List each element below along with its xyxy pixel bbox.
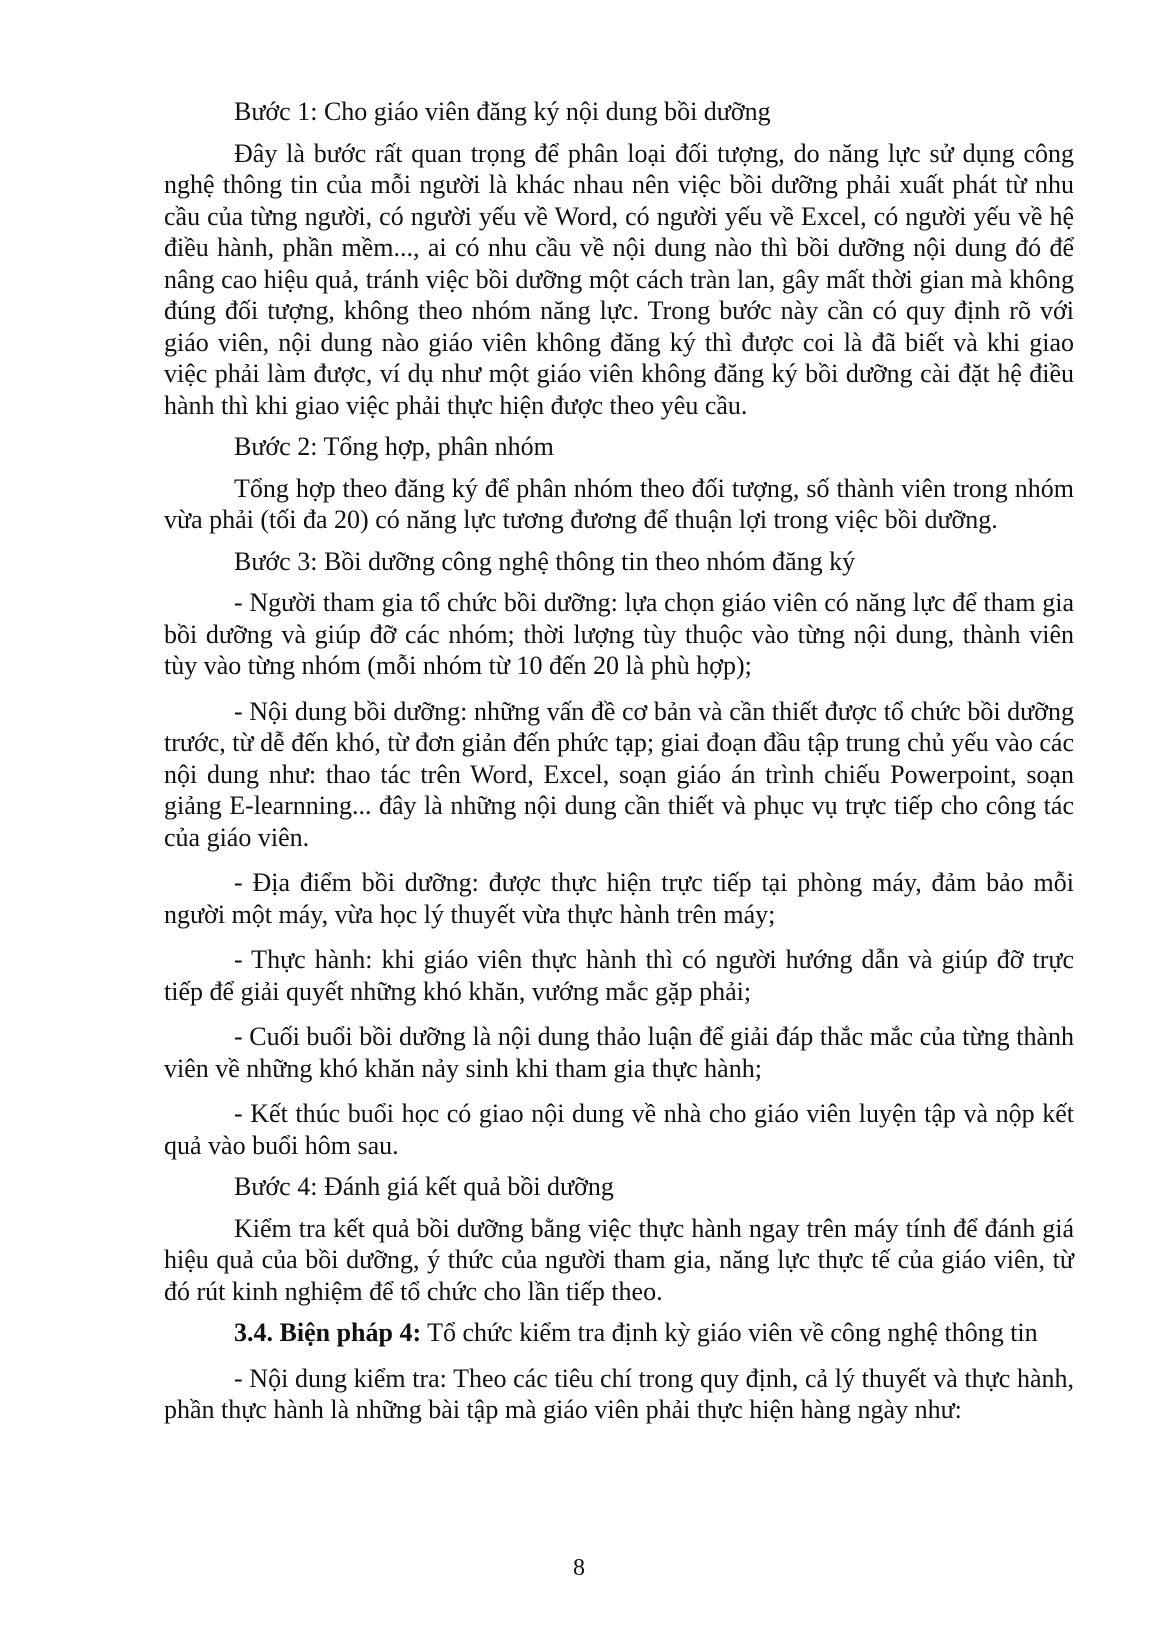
measure4-item: - Nội dung kiểm tra: Theo các tiêu chí trong quy định, cả lý thuyết và thực hành, phần thực hành là những bài tập mà giáo viên phải thực hiện hàng ngày như: — [164, 1363, 1074, 1424]
step1-title: Bước 1: Cho giáo viên đăng ký nội dung bồi dưỡng — [234, 97, 771, 126]
step3-item: - Kết thúc buổi học có giao nội dung về nhà cho giáo viên luyện tập và nộp kết quả vào buổi hôm sau. — [164, 1099, 1074, 1160]
step4-title: Bước 4: Đánh giá kết quả bồi dưỡng — [234, 1172, 614, 1201]
measure4-heading — [164, 1317, 1074, 1349]
step3-item: - Cuối buổi bồi dưỡng là nội dung thảo luận để giải đáp thắc mắc của từng thành viên về những khó khăn nảy sinh khi tham gia thực hành; — [164, 1022, 1074, 1083]
step3-item: - Địa điểm bồi dưỡng: được thực hiện trực tiếp tại phòng máy, đảm bảo mỗi người một máy, vừa học lý thuyết vừa thực hành trên máy; — [164, 868, 1074, 929]
step4-body: Kiểm tra kết quả bồi dưỡng bằng việc thực hành ngay trên máy tính để đánh giá hiệu quả của bồi dưỡng, ý thức của người tham gia, năng lực thực tế của giáo viên, từ đó rút kinh nghiệm để tổ chức cho lần tiếp theo. — [164, 1213, 1074, 1306]
step3-title: Bước 3: Bồi dưỡng công nghệ thông tin theo nhóm đăng ký — [234, 546, 856, 576]
step2-title: Bước 2: Tổng hợp, phân nhóm — [234, 432, 554, 461]
step3-item: - Thực hành: khi giáo viên thực hành thì có người hướng dẫn và giúp đỡ trực tiếp để giải quyết những khó khăn, vướng mắc gặp phải; — [164, 945, 1074, 1006]
step3-item: - Người tham gia tổ chức bồi dưỡng: lựa chọn giáo viên có năng lực để tham gia bồi dưỡng và giúp đỡ các nhóm; thời lượng tùy thuộc vào từng nội dung, thành viên tùy vào từng nhóm (mỗi nhóm từ 10 đến 20 là phù hợp); — [164, 588, 1074, 680]
measure4-label: 3.4. Biện pháp 4: — [234, 1318, 422, 1347]
step3-item: - Nội dung bồi dưỡng: những vấn đề cơ bản và cần thiết được tổ chức bồi dưỡng trước, từ dễ đến khó, từ đơn giản đến phức tạp; giai đoạn đầu tập trung chủ yếu vào các nội dung như: thao tác trên Word, Excel, soạn giáo án trình chiếu Powerpoint, soạn giảng E-learnning... đây là những nội dung cần thiết và phục vụ trực tiếp cho công tác của giáo viên. — [164, 696, 1074, 852]
page-number: 8 — [573, 1555, 585, 1581]
document-page — [164, 96, 1074, 1426]
step2-body: Tổng hợp theo đăng ký để phân nhóm theo đối tượng, số thành viên trong nhóm vừa phải (tối đa 20) có năng lực tương đương để thuận lợi trong việc bồi dưỡng. — [164, 473, 1074, 534]
step1-body: Đây là bước rất quan trọng để phân loại đối tượng, do năng lực sử dụng công nghệ thông tin của mỗi người là khác nhau nên việc bồi dưỡng phải xuất phát từ nhu cầu của từng người, có người yếu về Word, có người yếu về Excel, có người yếu về hệ điều hành, phần mềm..., ai có nhu cầu về nội dung nào thì bồi dưỡng nội dung đó để nâng cao hiệu quả, tránh việc bồi dưỡng một cách tràn lan, gây mất thời gian mà không đúng đối tượng, không theo nhóm năng lực. Trong bước này cần có quy định rõ với giáo viên, nội dung nào giáo viên không đăng ký thì được coi là đã biết và khi giao việc phải làm được, ví dụ như một giáo viên không đăng ký bồi dưỡng cài đặt hệ điều hành thì khi giao việc phải thực hiện được theo yêu cầu. — [164, 138, 1074, 420]
measure4-text: Tổ chức kiểm tra định kỳ giáo viên về công nghệ thông tin — [421, 1318, 1038, 1347]
